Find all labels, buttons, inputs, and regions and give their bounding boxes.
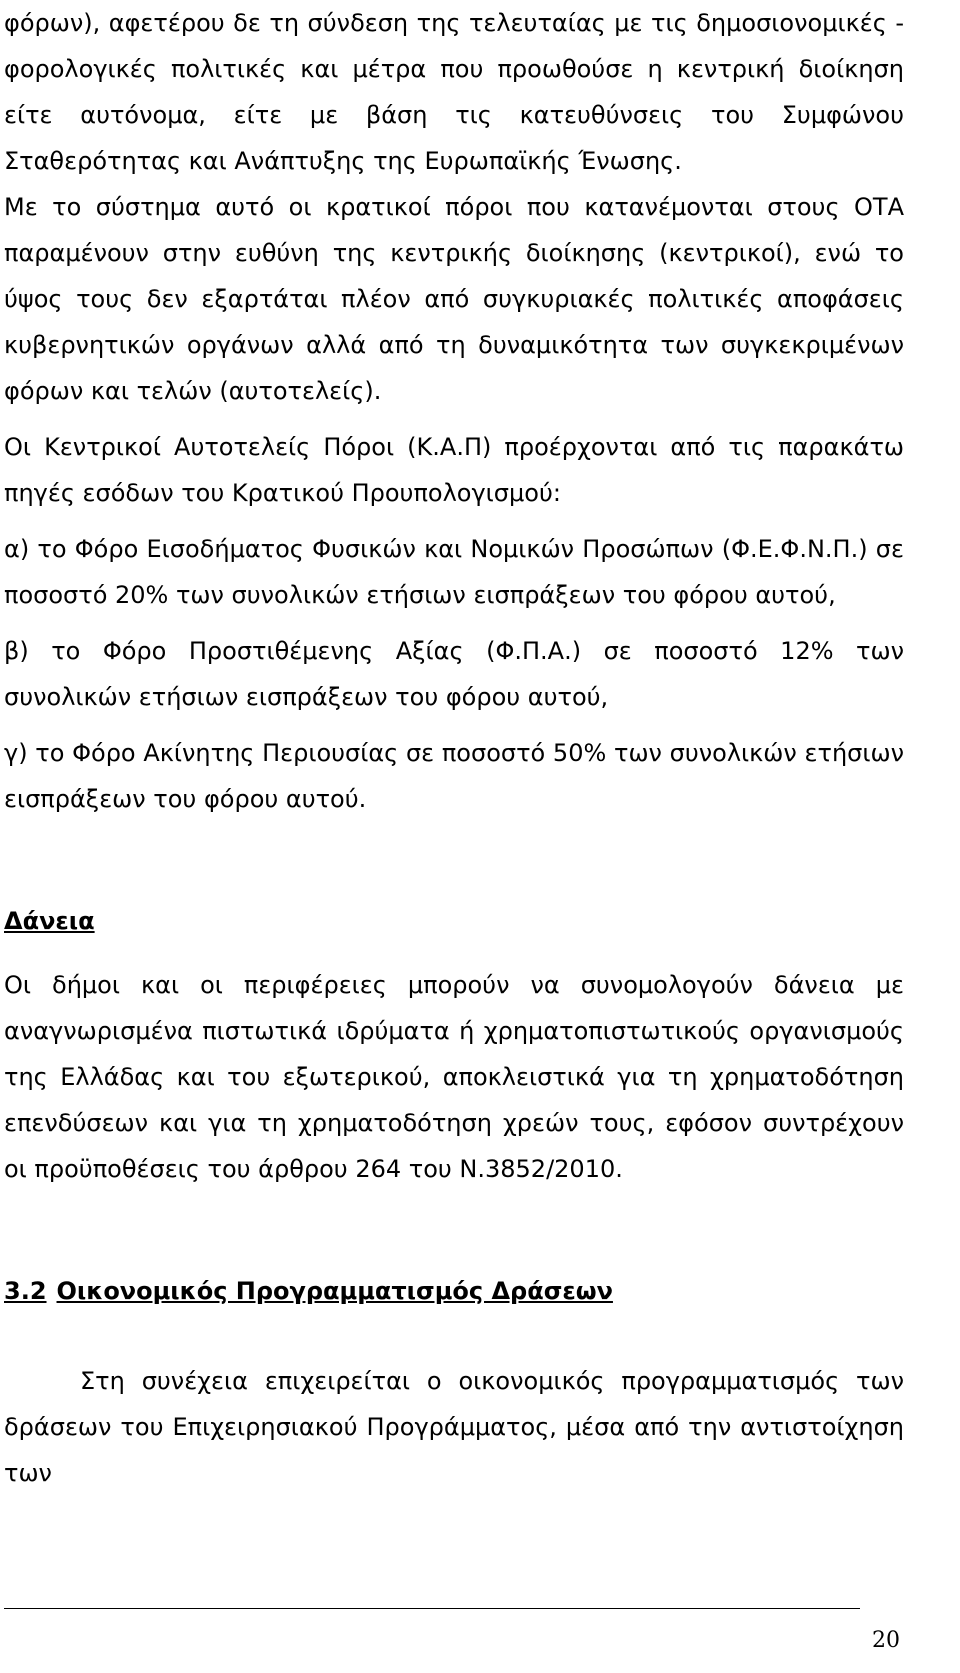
footer-divider: [4, 1608, 860, 1609]
heading-section-3-2: [4, 1268, 904, 1314]
list-item-c: γ) το Φόρο Ακίνητης Περιουσίας σε ποσοστό 50% των συνολικών ετήσιων εισπράξεων του φόρου αυτού.: [4, 739, 904, 813]
page-number: 20: [872, 1628, 900, 1653]
list-item-a: α) το Φόρο Εισοδήματος Φυσικών και Νομικών Προσώπων (Φ.Ε.Φ.Ν.Π.) σε ποσοστό 20% των συνολικών ετήσιων εισπράξεων του φόρου αυτού,: [4, 535, 904, 609]
paragraph-intro-tail: φόρων), αφετέρου δε τη σύνδεση της τελευταίας με τις δημοσιονομικές - φορολογικές πολιτικές και μέτρα που προωθούσε η κεντρική διοίκηση είτε αυτόνομα, είτε με βάση τις κατευθύνσεις του Συμφώνου Σταθερότητας και Ανάπτυξης της Ευρωπαϊκής Ένωσης.: [4, 9, 904, 175]
list-item-b: β) το Φόρο Προστιθέμενης Αξίας (Φ.Π.Α.) σε ποσοστό 12% των συνολικών ετήσιων εισπράξεων του φόρου αυτού,: [4, 637, 904, 711]
paragraph-kap-sources: Οι Κεντρικοί Αυτοτελείς Πόροι (Κ.Α.Π) προέρχονται από τις παρακάτω πηγές εσόδων του Κρατικού Προυπολογισμού:: [4, 433, 904, 507]
section-number: 3.2: [4, 1277, 47, 1305]
section-title: Οικονομικός Προγραμματισμός Δράσεων: [56, 1277, 613, 1305]
heading-loans: Δάνεια: [4, 907, 95, 935]
paragraph-section-intro: Στη συνέχεια επιχειρείται ο οικονομικός προγραμματισμός των δράσεων του Επιχειρησιακού Προγράμματος, μέσα από την αντιστοίχηση των: [4, 1367, 904, 1487]
document-page: [4, 0, 904, 1496]
paragraph-system: Με το σύστημα αυτό οι κρατικοί πόροι που κατανέμονται στους ΟΤΑ παραμένουν στην ευθύνη της κεντρικής διοίκησης (κεντρικοί), ενώ το ύψος τους δεν εξαρτάται πλέον από συγκυριακές πολιτικές αποφάσεις κυβερνητικών οργάνων αλλά από τη δυναμικότητα των συγκεκριμένων φόρων και τελών (αυτοτελείς).: [4, 193, 904, 405]
paragraph-loans: Οι δήμοι και οι περιφέρειες μπορούν να συνομολογούν δάνεια με αναγνωρισμένα πιστωτικά ιδρύματα ή χρηματοπιστωτικούς οργανισμούς της Ελλάδας και του εξωτερικού, αποκλειστικά για τη χρηματοδότηση επενδύσεων και για τη χρηματοδότηση χρεών τους, εφόσον συντρέχουν οι προϋποθέσεις του άρθρου 264 του Ν.3852/2010.: [4, 971, 904, 1183]
